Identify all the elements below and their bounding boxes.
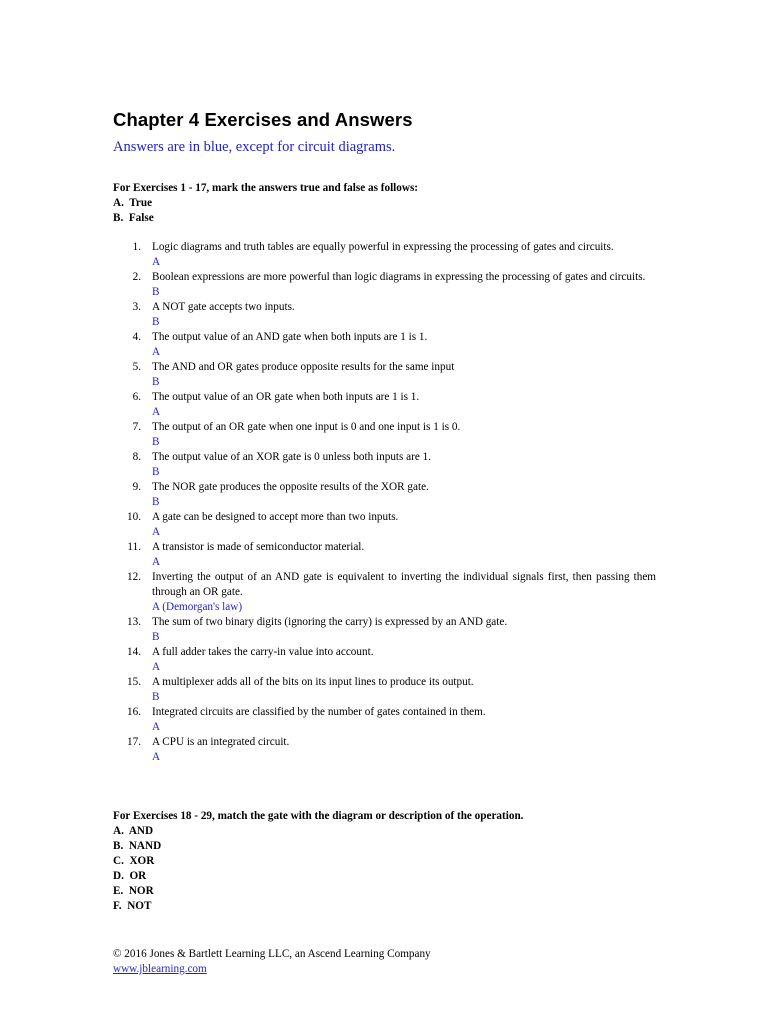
question-number: 6. (132, 391, 141, 403)
answer-text: A (152, 406, 161, 418)
page-footer (113, 947, 431, 977)
question-number: 13. (127, 616, 141, 628)
question-number: 5. (132, 361, 141, 373)
answer-text: A (152, 556, 161, 568)
question-number: 17. (127, 736, 141, 748)
questions-list (113, 240, 656, 765)
publisher-link[interactable]: www.jblearning.com (113, 963, 207, 975)
question-text: A NOT gate accepts two inputs. (152, 301, 295, 313)
question-text: Integrated circuits are classified by the number of gates contained in them. (152, 706, 486, 718)
answer-text: B (152, 466, 160, 478)
question-item (113, 360, 656, 390)
question-number: 11. (127, 541, 141, 553)
section1-heading: For Exercises 1 - 17, mark the answers true and false as follows: (113, 182, 419, 194)
section2-option: F. NOT (113, 900, 152, 912)
question-text: The AND and OR gates produce opposite results for the same input (152, 361, 455, 373)
section1-option: B. False (113, 212, 154, 224)
question-item (113, 540, 656, 570)
question-number: 14. (127, 646, 141, 658)
question-number: 8. (132, 451, 141, 463)
question-text: The output of an OR gate when one input is 0 and one input is 1 is 0. (152, 421, 461, 433)
answer-text: A (Demorgan's law) (152, 601, 243, 613)
section1-option: A. True (113, 197, 153, 209)
section2-option: D. OR (113, 870, 147, 882)
question-text: Inverting the output of an AND gate is equivalent to inverting the individual signals first, then passing them through an OR gate. (152, 571, 656, 598)
question-item (113, 705, 656, 735)
question-item (113, 480, 656, 510)
question-number: 9. (132, 481, 141, 493)
question-number: 15. (127, 676, 141, 688)
question-item (113, 735, 656, 765)
answer-text: A (152, 751, 161, 763)
question-number: 12. (127, 571, 141, 583)
answer-text: A (152, 721, 161, 733)
page-title: Chapter 4 Exercises and Answers (113, 109, 413, 130)
question-text: Boolean expressions are more powerful than logic diagrams in expressing the processing of gates and circuits. (152, 271, 646, 283)
question-text: The output value of an OR gate when both inputs are 1 is 1. (152, 391, 420, 403)
question-item (113, 240, 656, 270)
question-item (113, 450, 656, 480)
answer-text: A (152, 526, 161, 538)
question-item (113, 330, 656, 360)
question-text: The NOR gate produces the opposite results of the XOR gate. (152, 481, 429, 493)
section2-header (113, 809, 523, 914)
question-item (113, 615, 656, 645)
question-number: 10. (127, 511, 141, 523)
question-item (113, 300, 656, 330)
answer-text: B (152, 631, 160, 643)
question-number: 4. (132, 331, 141, 343)
copyright-text: © 2016 Jones & Bartlett Learning LLC, an Ascend Learning Company (113, 948, 431, 960)
question-text: A multiplexer adds all of the bits on its input lines to produce its output. (152, 676, 474, 688)
question-number: 7. (132, 421, 141, 433)
question-item (113, 270, 656, 300)
question-number: 3. (132, 301, 141, 313)
section1-header (113, 181, 418, 226)
question-text: A transistor is made of semiconductor material. (152, 541, 365, 553)
answer-text: A (152, 256, 161, 268)
question-text: A full adder takes the carry-in value into account. (152, 646, 374, 658)
answer-text: A (152, 661, 161, 673)
question-text: The output value of an XOR gate is 0 unless both inputs are 1. (152, 451, 432, 463)
answer-text: B (152, 691, 160, 703)
section2-heading: For Exercises 18 - 29, match the gate with the diagram or description of the operation. (113, 810, 524, 822)
question-text: The output value of an AND gate when both inputs are 1 is 1. (152, 331, 428, 343)
answer-text: B (152, 286, 160, 298)
section2-option: A. AND (113, 825, 154, 837)
question-number: 1. (132, 241, 141, 253)
page-subtitle: Answers are in blue, except for circuit diagrams. (113, 139, 396, 155)
section2-option: E. NOR (113, 885, 154, 897)
question-item (113, 675, 656, 705)
question-number: 2. (132, 271, 141, 283)
question-text: The sum of two binary digits (ignoring the carry) is expressed by an AND gate. (152, 616, 508, 628)
question-item (113, 420, 656, 450)
section2-option: C. XOR (113, 855, 155, 867)
answer-text: B (152, 316, 160, 328)
question-item (113, 390, 656, 420)
question-text: A CPU is an integrated circuit. (152, 736, 290, 748)
section2-option: B. NAND (113, 840, 162, 852)
question-item (113, 510, 656, 540)
answer-text: A (152, 346, 161, 358)
question-number: 16. (127, 706, 141, 718)
answer-text: B (152, 436, 160, 448)
question-item (113, 570, 656, 615)
question-text: Logic diagrams and truth tables are equally powerful in expressing the processing of gates and circuits. (152, 241, 614, 253)
question-text: A gate can be designed to accept more than two inputs. (152, 511, 399, 523)
question-item (113, 645, 656, 675)
answer-text: B (152, 496, 160, 508)
answer-text: B (152, 376, 160, 388)
